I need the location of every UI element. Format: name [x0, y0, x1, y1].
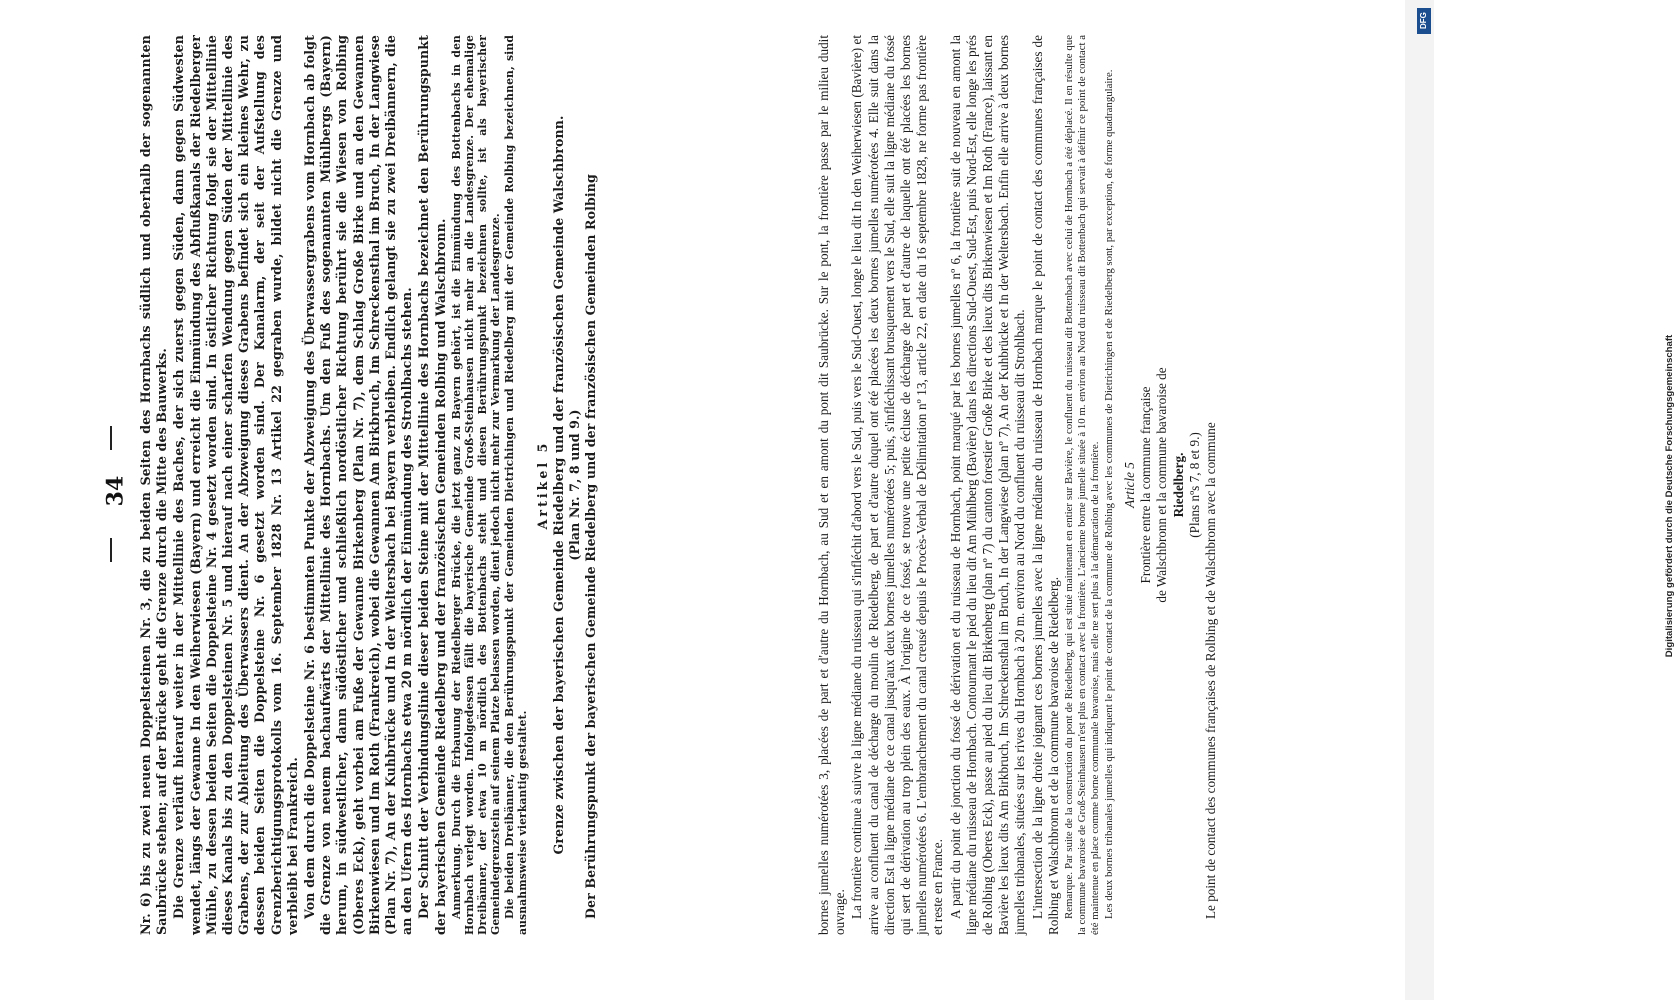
french-paragraph: Remarque. Par suite de la construction du pont de Riedelberg, qui est situé maintenant en entier sur Bavière, le confluent du ruisseau dit Bottenbach avec celui de Hornbach a été déplacé. Il en résulte que la commune bavaroise de Groß-Steinhausen n'est plus en contact avec la frontière. L'ancienne borne jumelle située à 10 m. environ au Nord du ruisseau dit Bottenbach qui servait à définir ce point de contact a été maintenue en place comme borne communale bavaroise, mais elle ne sert plus à la démarcation de la frontière. — [1063, 35, 1102, 935]
german-article-plans: (Plan Nr. 7, 8 und 9.) — [567, 409, 583, 561]
german-article-first-line: Der Berührungspunkt der bayerischen Gemeinde Riedelberg und der französischen Gemeinden Rolbing — [583, 174, 599, 919]
german-article-title: Grenze zwischen der bayerischen Gemeinde Riedelberg und der französischen Gemeinde Walschbronn. — [551, 115, 567, 855]
german-paragraph: Anmerkung. Durch die Erbauung der Riedelberger Brücke, die jetzt ganz zu Bayern gehört, ist die Einmündung des Bottenbachs in den Hornbach verlegt worden. Infolgedessen fällt die bayerische Gemeinde Groß-Steinhausen nicht mehr an die Landesgrenze. Der ehemalige Dreibänner, der etwa 10 m nördlich des Bottenbachs steht und diesen Berührungspunkt bezeichnen sollte, ist als bayerischer Gemeindegrenzstein auf seinem Platze belassen worden, dient jedoch nicht mehr zur Vermarkung der Landesgrenze. — [449, 35, 502, 935]
rule-top — [110, 426, 112, 450]
german-paragraph: Die beiden Dreibänner, die den Berührungspunkt der Gemeinden Dietrichingen und Riedelberg mit der Gemeinde Rolbing bezeichnen, sind ausnahmsweise vierkantig gestaltet. — [502, 35, 529, 935]
german-text-column — [138, 35, 599, 935]
german-paragraph: Die Grenze verläuft hierauf weiter in der Mittellinie des Baches, der sich zuerst gegen Süden, dann gegen Südwesten wendet, längs der Gewanne In den Weiherwiesen (Bayern) und erreicht die Einmündung des Abflußkanals der Riedelberger Mühle, zu dessen beiden Seiten die Doppelsteine Nr. 4 gesetzt worden sind. In östlicher Richtung folgt sie der Mittellinie dieses Kanals bis zu den Doppelsteinen Nr. 5 und hierauf nach einer scharfen Wendung gegen Süden der Mittellinie des Grabens, der zur Ableitung des Überwassers dient. An der Abzweigung dieses Grabens befindet sich ein kleines Wehr, zu dessen beiden Seiten die Doppelsteine Nr. 6 gesetzt worden sind. Der Kanalarm, der seit der Aufstellung des Grenzberichtigungsprotokolls vom 16. September 1828 Nr. 13 Artikel 22 gegraben wurde, bildet nicht die Grenze und verbleibt bei Frankreich. — [171, 35, 300, 935]
german-paragraph: Von dem durch die Doppelsteine Nr. 6 bestimmten Punkte der Abzweigung des Überwassergrabens vom Hornbach ab folgt die Grenze von neuem bachaufwärts der Mittellinie des Hornbachs. Um den Fuß des sogenannten Mühlbergs (Bayern) herum, in südwestlicher, dann südöstlicher und schließlich nordöstlicher Richtung berührt sie die Wiesen von Rolbing (Oberes Eck), geht vorbei am Fuße der Gewanne Birkenberg (Plan Nr. 7), dem Schlag Große Birke und an den Gewannen Birkenwiesen und Im Roth (Frankreich), wobei die Gewannen Am Birkbruch, Im Schreckensthal im Bruch, In der Langwiese (Plan Nr. 7), An der Kuhbrücke und In der Weltersbach bei Bayern verbleiben. Endlich gelangt sie zu zwei Dreibännern, die an den Ufern des Hornbachs etwa 20 m nördlich der Einmündung des Strohlbachs stehen. — [302, 35, 415, 935]
french-paragraph: La frontière continue à suivre la ligne médiane du ruisseau qui s'infléchit d'abord vers le Sud, puis vers le Sud-Ouest, longe le lieu dit In den Weiherwiesen (Bavière) et arrive au confluent du canal de décharge du moulin de Riedelberg, de part et d'autre duquel ont été placées les deux bornes jumelles numérotées 4. Elle suit dans la direction Est la ligne médiane de ce canal jusqu'aux deux bornes jumelles numérotées 5; puis, s'infléchissant brusquement vers le Sud, elle suit la ligne médiane du fossé qui sert de dérivation au trop plein des eaux. À l'origine de ce fossé, se trouve une petite écluse de décharge de part et d'autre de laquelle ont été placées les bornes jumelles numérotées 6. L'embranchement du canal creusé depuis le Procès-Verbal de Délimitation nº 13, article 22, en date du 16 septembre 1828, ne forme pas frontière et reste en France. — [849, 35, 946, 935]
french-article-plans: (Plans nºs 7, 8 et 9.) — [1186, 432, 1202, 538]
french-paragraph: bornes jumelles numérotées 3, placées de part et d'autre du Hornbach, au Sud et en amont du pont dit Saubrücke. Sur le pont, la frontière passe par le milieu dudit ouvrage. — [816, 35, 848, 935]
german-paragraph: Nr. 6) bis zu zwei neuen Doppelsteinen Nr. 3, die zu beiden Seiten des Hornbachs südlich und oberhalb der sogenannten Saubrücke stehen; auf der Brücke geht die Grenze durch die Mitte des Bauwerks. — [138, 35, 170, 935]
rule-bottom — [110, 538, 112, 562]
french-article-title-2: de Walschbronn et la commune bavaroise de — [1154, 367, 1170, 603]
page-number: 34 — [102, 475, 129, 507]
french-paragraph: L'intersection de la ligne droite joignant ces bornes jumelles avec la ligne médiane du ruisseau de Hornbach marque le point de contact des communes françaises de Rolbing et Walschbronn et de la commune bavaroise de Riedelberg. — [1029, 35, 1061, 935]
french-paragraph: Les deux bornes tribanales jumelles qui indiquent le point de contact de la commune de Rolbing avec les communes de Dietrichingen et de Riedelberg sont, par exception, de forme quadrangulaire. — [1103, 69, 1116, 919]
scan-margin — [1405, 0, 1434, 1000]
french-paragraph: A partir du point de jonction du fossé de dérivation et du ruisseau de Hornbach, point marqué par les bornes jumelles nº 6, la frontière suit de nouveau en amont la ligne médiane du ruisseau de Hornbach. Contournant le pied du lieu dit Am Mühlberg (Bavière) dans les directions Sud-Ouest, Sud-Est, puis Nord-Est, elle longe les prés de Rolbing (Oberes Eck), passe au pied du lieu dit Birkenberg (plan nº 7) du canton forestier Große Birke et des lieux dits Birkenwiesen et Im Roth (France), laissant en Bavière les lieux dits Am Birkbruch, Im Schreckensthal im Bruch, In der Langwiese (plan nº 7), An der Kuhbrücke et In der Weltersbach. Enfin elle arrive à deux bornes jumelles tribanales, situées sur les rives du Hornbach à 20 m. environ au Nord du confluent du ruisseau dit Strohlbach. — [947, 35, 1028, 935]
german-article-label: Artikel 5 — [534, 440, 550, 530]
french-article-title-1: Frontière entre la commune française — [1138, 386, 1154, 584]
french-article-title-3: Riedelberg. — [1170, 452, 1186, 518]
german-paragraph: Der Schnitt der Verbindungslinie dieser beiden Steine mit der Mittellinie des Hornbachs bezeichnet den Berührungspunkt der bayerischen Gemeinde Riedelberg und der französischen Gemeinden Rolbing und Walschbronn. — [416, 35, 448, 935]
french-text-column — [816, 35, 1219, 935]
french-article-first-line: Le point de contact des communes françaises de Rolbing et de Walschbronn avec la commune — [1203, 422, 1219, 919]
digitization-note: Digitalisierung gefördert durch die Deutsche Forschungsgemeinschaft — [1664, 334, 1675, 658]
french-article-label: Article 5 — [1122, 462, 1138, 508]
dfg-logo: DFG — [1417, 8, 1431, 34]
